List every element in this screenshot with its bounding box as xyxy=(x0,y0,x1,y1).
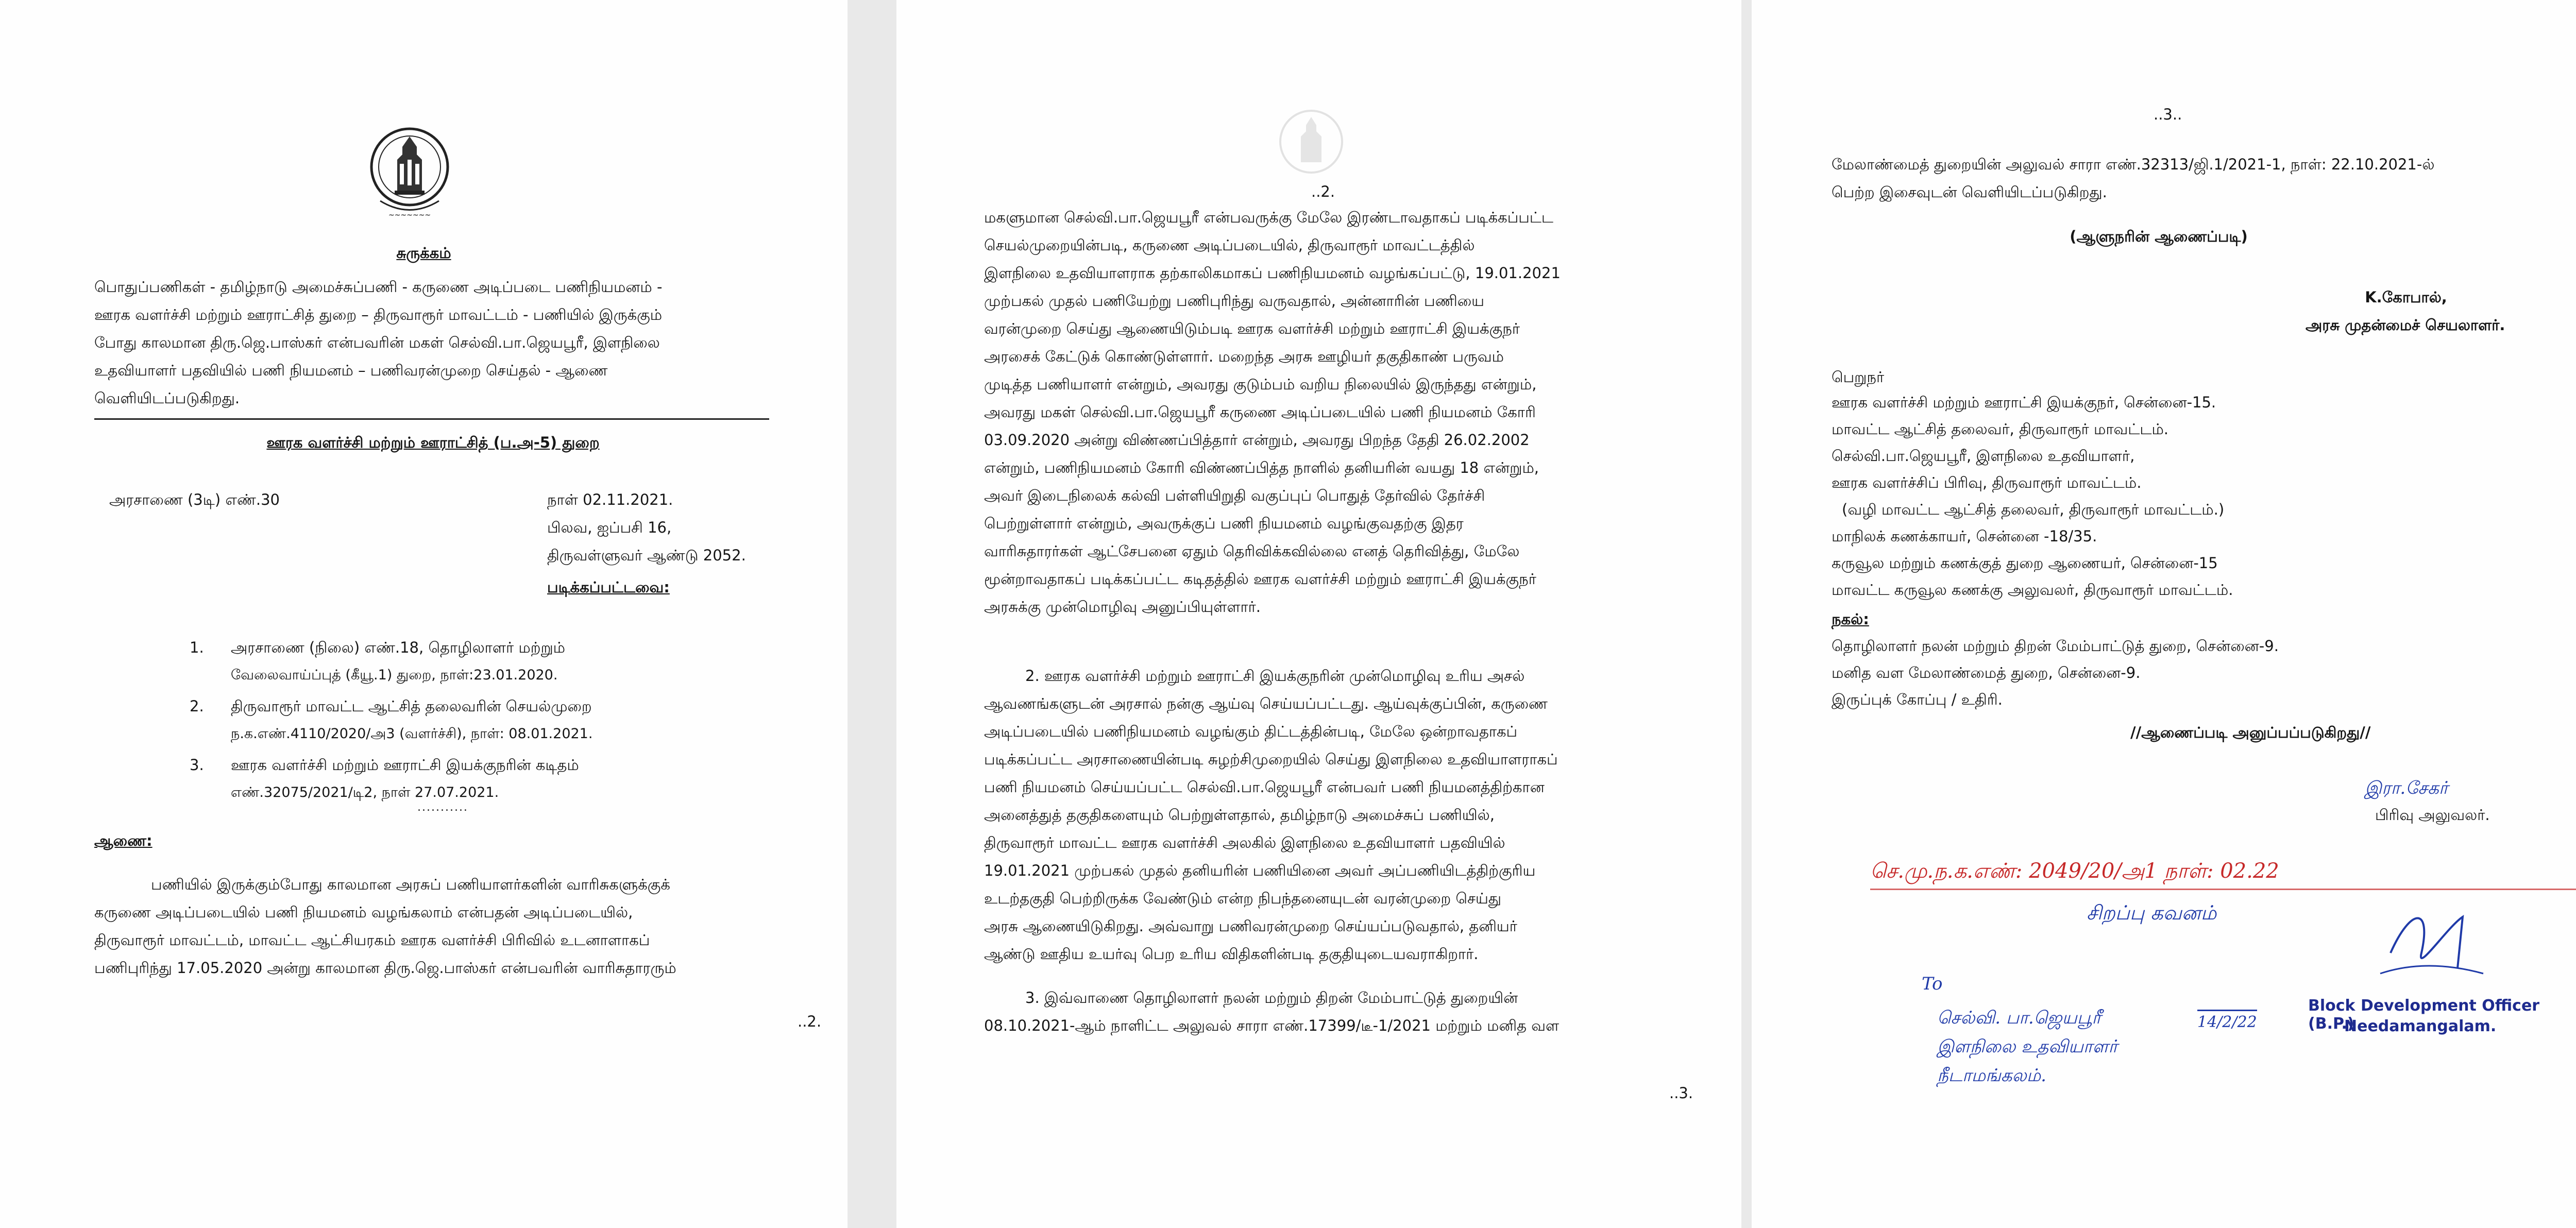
signatory-name: K.கோபால், xyxy=(2365,288,2447,306)
recipient-item: மாநிலக் கணக்காயர், சென்னை -18/35. xyxy=(1832,527,2097,545)
reference-item: 2. திருவாரூர் மாவட்ட ஆட்சித் தலைவரின் செயல்முறை ந.க.எண்.4110/2020/அ3 (வளர்ச்சி), நாள்: 08.01.2021. xyxy=(190,697,593,742)
summary-heading: சுருக்கம் xyxy=(396,244,451,262)
paragraph-2: 2. ஊரக வளர்ச்சி மற்றும் ஊராட்சி இயக்குநரின் முன்மொழிவு உரிய அசல் ஆவணங்களுடன் அரசால் நன்கு ஆய்வு செய்யப்பட்டது. ஆய்வுக்குப்பின், கருணை அடிப்படையில் பணிநியமனம் வழங்கும் திட்டத்தின்படி, மேலே ஒன்றாவதாகப் படிக்கப்பட்ட அரசாணையின்படி சுழற்சிமுறையில் செய்து இளநிலை உதவியாளராகப் பணி நியமனம் செய்யப்பட்ட செல்வி.பா.ஜெயபூரீ என்பவர் பணி நியமனத்திற்கான அனைத்துத் தகுதிகளையும் பெற்றுள்ளதால், தமிழ்நாடு அமைச்சுப் பணியில், திருவாரூர் மாவட்ட ஊரக வளர்ச்சி அலகில் இளநிலை உதவியாளர் பதவியில் 19.01.2021 முற்பகல் முதல் தனியரின் பணியினை அவர் அப்பணியிடத்திற்குரிய உடற்தகுதி பெற்றிருக்க வேண்டும் என்ற நிபந்தனையுடன் வரன்முறை செய்து அரசு ஆணையிடுகிறது. அவ்வாறு பணிவரன்முறை செய்யப்படுவதால், தனியர் ஆண்டு ஊதிய உயர்வு பெற உரிய விதிகளின்படி தகுதியுடையவராகிறார். xyxy=(984,667,1558,963)
copy-heading: நகல்: xyxy=(1832,610,1869,628)
section-officer-title: பிரிவு அலுவலர். xyxy=(2375,806,2490,824)
handwritten-date: 14/2/22 xyxy=(2197,1010,2257,1031)
red-underline xyxy=(1870,889,2576,890)
to-heading: பெறுநர் xyxy=(1832,368,1885,386)
recipient-item: ஊரக வளர்ச்சி மற்றும் ஊராட்சி இயக்குநர், சென்னை-15. xyxy=(1832,394,2216,411)
bdo-stamp-line1: Block Development Officer (B.P.) xyxy=(2308,997,2540,1033)
signature-scribble-icon xyxy=(2375,896,2488,991)
document-page-3 xyxy=(1752,0,2576,1228)
recipient-item: செல்வி.பா.ஜெயபூரீ, இளநிலை உதவியாளர், xyxy=(1832,447,2135,465)
divider-line xyxy=(94,418,769,420)
tamil-nadu-emblem-icon xyxy=(369,124,450,221)
page-marker: ..2. xyxy=(798,1013,822,1030)
copy-item: இருப்புக் கோப்பு / உதிரி. xyxy=(1832,691,2003,708)
signatory-title: அரசு முதன்மைச் செயலாளர். xyxy=(2306,316,2505,334)
copy-item: தொழிலாளர் நலன் மற்றும் திறன் மேம்பாட்டுத் துறை, சென்னை-9. xyxy=(1832,637,2279,655)
recipient-item: (வழி மாவட்ட ஆட்சித் தலைவர், திருவாரூர் மாவட்டம்.) xyxy=(1842,501,2225,518)
recipient-item: மாவட்ட கருவூல கணக்கு அலுவலர், திருவாரூர் மாவட்டம். xyxy=(1832,581,2233,599)
governor-order: (ஆளுநரின் ஆணைப்படி) xyxy=(2070,228,2248,245)
paragraph-3: 3. இவ்வாணை தொழிலாளர் நலன் மற்றும் திறன் மேம்பாட்டுத் துறையின் 08.10.2021-ஆம் நாளிட்ட அலுவல் சாரா எண்.17399/டீ-1/2021 மற்றும் மனித வள xyxy=(984,989,1560,1034)
summary-paragraph: பொதுப்பணிகள் - தமிழ்நாடு அமைச்சுப்பணி - கருணை அடிப்படை பணிநியமனம் - ஊரக வளர்ச்சி மற்றும் ஊராட்சித் துறை – திருவாரூர் மாவட்டம் - பணியில் இருக்கும் போது காலமான திரு.ஜெ.பாஸ்கர் என்பவரின் மகள் செல்வி.பா.ஜெயபூரீ, இளநிலை உதவியாளர் பதவியில் பணி நியமனம் – பணிவரன்முறை செய்தல் - ஆணை வெளியிடப்படுகிறது. xyxy=(94,278,663,407)
references-list xyxy=(190,634,769,807)
recipient-item: கருவூல மற்றும் கணக்குத் துறை ஆணையர், சென்னை-15 xyxy=(1832,554,2218,572)
page-marker-top: ..2. xyxy=(1311,183,1335,200)
copy-item: மனித வள மேலாண்மைத் துறை, சென்னை-9. xyxy=(1832,664,2141,681)
handwritten-address: செல்வி. பா.ஜெயபூரீ இளநிலை உதவியாளர் நீடாமங்கலம். xyxy=(1937,1008,2118,1086)
department-heading: ஊரக வளர்ச்சி மற்றும் ஊராட்சித் (ப.அ-5) துறை xyxy=(266,434,600,451)
handwritten-to: To xyxy=(1922,974,1943,994)
handwritten-reference: செ.மு.ந.க.எண்: 2049/20/அ1 நாள்: 02.22 xyxy=(1870,859,2279,883)
faded-emblem-icon xyxy=(1278,106,1345,188)
svg-text:~~~~~~~: ~~~~~~~ xyxy=(388,211,431,219)
recipient-item: மாவட்ட ஆட்சித் தலைவர், திருவாரூர் மாவட்டம். xyxy=(1832,420,2169,438)
document-page-2 xyxy=(896,0,1741,1228)
reference-item: 3. ஊரக வளர்ச்சி மற்றும் ஊராட்சி இயக்குநரின் கடிதம் எண்.32075/2021/டி2, நாள் 27.07.2021. xyxy=(190,756,579,800)
page-marker-bottom: ..3. xyxy=(1669,1084,1693,1102)
paragraph-1: மகளுமான செல்வி.பா.ஜெயபூரீ என்பவருக்கு மேலே இரண்டாவதாகப் படிக்கப்பட்ட செயல்முறையின்படி, கருணை அடிப்படையில், திருவாரூர் மாவட்டத்தில் இளநிலை உதவியாளராக தற்காலிகமாகப் பணிநியமனம் வழங்கப்பட்டு, 19.01.2021 முற்பகல் முதல் பணியேற்று பணிபுரிந்து வருவதால், அன்னாரின் பணியை வரன்முறை செய்து ஆணையிடும்படி ஊரக வளர்ச்சி மற்றும் ஊராட்சி இயக்குநர் அரசைக் கேட்டுக் கொண்டுள்ளார். மறைந்த அரசு ஊழியர் தகுதிகாண் பருவம் முடித்த பணியாளர் என்றும், அவரது குடும்பம் வறிய நிலையில் இருந்தது என்றும், அவரது மகள் செல்வி.பா.ஜெயபூரீ கருணை அடிப்படையில் பணி நியமனம் கோரி 03.09.2020 அன்று விண்ணப்பித்தார் என்றும், அவரது பிறந்த தேதி 26.02.2002 என்றும், பணிநியமனம் கோரி விண்ணப்பித்த நாளில் தனியரின் வயது 18 என்றும், அவர் இடைநிலைக் கல்வி பள்ளியிறுதி வகுப்புப் பொதுத் தேர்வில் தேர்ச்சி பெற்றுள்ளார் என்றும், அவருக்குப் பணி நியமனம் வழங்குவதற்கு இதர வாரிசுதாரர்கள் ஆட்சேபனை ஏதும் தெரிவிக்கவில்லை எனத் தெரிவித்து, மேலே மூன்றாவதாகப் படிக்கப்பட்ட கடிதத்தில் ஊரக வளர்ச்சி மற்றும் ஊராட்சி இயக்குநர் அரசுக்கு முன்மொழிவு அனுப்பியுள்ளார். xyxy=(984,209,1561,616)
go-number: அரசாணை (3டி) எண்.30 xyxy=(109,491,280,508)
page-marker-top: ..3.. xyxy=(2154,106,2182,123)
handwritten-note: சிறப்பு கவனம் xyxy=(2087,901,2217,924)
document-page-1 xyxy=(0,0,848,1228)
read-heading: படிக்கப்பட்டவை: xyxy=(547,578,670,596)
section-officer-signature: இரா.சேகர் xyxy=(2365,778,2448,798)
order-paragraph: பணியில் இருக்கும்போது காலமான அரசுப் பணியாளர்களின் வாரிசுகளுக்குக் கருணை அடிப்படையில் பணி நியமனம் வழங்கலாம் என்பதன் அடிப்படையில், திருவாரூர் மாவட்டம், மாவட்ட ஆட்சியரகம் ஊரக வளர்ச்சி பிரிவில் உடனாளாகப் பணிபுரிந்து 17.05.2020 அன்று காலமான திரு.ஜெ.பாஸ்கர் என்பவரின் வாரிசுதாரரும் xyxy=(94,876,676,977)
separator-dots: ........... xyxy=(417,801,468,814)
copies-list xyxy=(1832,633,2450,713)
recipient-item: ஊரக வளர்ச்சிப் பிரிவு, திருவாரூர் மாவட்டம். xyxy=(1832,474,2142,491)
order-heading: ஆணை: xyxy=(94,832,152,849)
forwarded-line: //ஆணைப்படி அனுப்பப்படுகிறது// xyxy=(2130,724,2371,741)
bdo-stamp-line2: Needamangalam. xyxy=(2344,1017,2497,1035)
recipients-list xyxy=(1832,389,2450,603)
reference-item: 1. அரசாணை (நிலை) எண்.18, தொழிலாளர் மற்றும் வேலைவாய்ப்புத் (கீயூ.1) துறை, நாள்:23.01.2020. xyxy=(190,639,566,683)
date-block: நாள் 02.11.2021. பிலவ, ஐப்பசி 16, திருவள்ளுவர் ஆண்டு 2052. xyxy=(547,491,746,564)
intro-paragraph: மேலாண்மைத் துறையின் அலுவல் சாரா எண்.32313/ஜி.1/2021-1, நாள்: 22.10.2021-ல் பெற்ற இசைவுடன் வெளியிடப்படுகிறது. xyxy=(1832,156,2435,201)
